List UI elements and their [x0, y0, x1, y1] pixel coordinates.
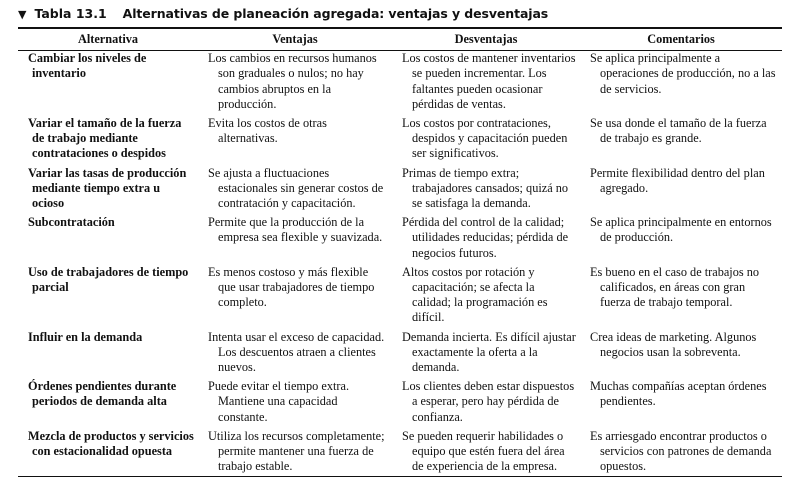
cell-comentarios: Se aplica principalmente en entornos de producción.: [590, 215, 772, 245]
cell-comentarios: Permite flexibilidad dentro del plan agregado.: [590, 165, 765, 195]
bottom-rule: [18, 476, 782, 477]
cell-comentarios: Es arriesgado encontrar productos o servicios con patrones de demanda opuestos.: [590, 428, 772, 474]
alternatives-table: [18, 30, 782, 478]
cell-alternativa: Mezcla de productos y servicios con estacionalidad opuesta: [28, 428, 194, 459]
cell-ventajas: Intenta usar el exceso de capacidad. Los descuentos atraen a clientes nuevos.: [208, 329, 385, 375]
table-row: [18, 265, 782, 330]
cell-ventajas: Los cambios en recursos humanos son graduales o nulos; no hay cambios abruptos en la producción.: [208, 51, 377, 111]
cell-desventajas: Se pueden requerir habilidades o equipo que estén fuera del área de experiencia de la empresa.: [402, 428, 565, 474]
cell-comentarios: Es bueno en el caso de trabajos no calificados, en áreas con gran fuerza de trabajo temporal.: [590, 264, 760, 310]
cell-alternativa: Cambiar los niveles de inventario: [28, 51, 147, 81]
table-row: [18, 330, 782, 380]
table-row: [18, 116, 782, 166]
cell-desventajas: Los clientes deben estar dispuestos a esperar, pero hay pérdida de confianza.: [402, 379, 575, 424]
header-comentarios: Comentarios: [580, 30, 782, 51]
cell-desventajas: Los costos de mantener inventarios se pueden incrementar. Los faltantes pueden ocasionar pérdidas de ventas.: [402, 51, 576, 111]
cell-comentarios: Crea ideas de marketing. Algunos negocios usan la sobreventa.: [590, 329, 757, 359]
table-row: [18, 429, 782, 479]
cell-alternativa: Órdenes pendientes durante periodos de demanda alta: [28, 379, 177, 409]
table-row: [18, 51, 782, 116]
cell-alternativa: Uso de trabajadores de tiempo parcial: [28, 264, 189, 295]
cell-comentarios: Se usa donde el tamaño de la fuerza de trabajo es grande.: [590, 116, 767, 146]
top-rule: [18, 27, 782, 29]
table-number: Tabla 13.1: [34, 6, 107, 21]
header-ventajas: Ventajas: [198, 30, 392, 51]
cell-ventajas: Utiliza los recursos completamente; permite mantener una fuerza de trabajo estable.: [208, 428, 385, 474]
header-desventajas: Desventajas: [392, 30, 580, 51]
cell-comentarios: Se aplica principalmente a operaciones de producción, no a las de servicios.: [590, 51, 776, 96]
cell-ventajas: Permite que la producción de la empresa sea flexible y suavizada.: [208, 215, 383, 245]
caret-down-icon: ▼: [18, 8, 27, 21]
cell-ventajas: Es menos costoso y más flexible que usar trabajadores de tiempo completo.: [208, 264, 375, 310]
table-row: [18, 379, 782, 429]
table-row: [18, 215, 782, 265]
cell-ventajas: Puede evitar el tiempo extra. Mantiene una capacidad constante.: [208, 379, 350, 424]
table-title: Alternativas de planeación agregada: ventajas y desventajas: [122, 6, 549, 21]
cell-desventajas: Altos costos por rotación y capacitación; se afecta la calidad; la programación es difícil.: [402, 264, 548, 325]
cell-desventajas: Pérdida del control de la calidad; utilidades reducidas; pérdida de negocios futuros.: [402, 215, 569, 260]
cell-alternativa: Variar las tasas de producción mediante tiempo extra u ocioso: [28, 165, 187, 211]
header-row: [18, 30, 782, 51]
cell-desventajas: Demanda incierta. Es difícil ajustar exactamente la oferta a la demanda.: [402, 329, 576, 375]
cell-alternativa: Influir en la demanda: [28, 329, 143, 344]
table-caption: [18, 6, 548, 21]
cell-ventajas: Evita los costos de otras alternativas.: [208, 116, 327, 146]
header-alternativa: Alternativa: [18, 30, 198, 51]
cell-alternativa: Subcontratación: [28, 215, 115, 230]
cell-desventajas: Los costos por contrataciones, despidos y capacitación pueden ser significativos.: [402, 116, 568, 161]
cell-desventajas: Primas de tiempo extra; trabajadores cansados; quizá no se satisfaga la demanda.: [402, 165, 569, 211]
cell-ventajas: Se ajusta a fluctuaciones estacionales sin generar costos de contratación y capacitación.: [208, 165, 384, 211]
table-row: [18, 166, 782, 216]
cell-alternativa: Variar el tamaño de la fuerza de trabajo mediante contrataciones o despidos: [28, 116, 182, 161]
cell-comentarios: Muchas compañías aceptan órdenes pendientes.: [590, 379, 767, 409]
